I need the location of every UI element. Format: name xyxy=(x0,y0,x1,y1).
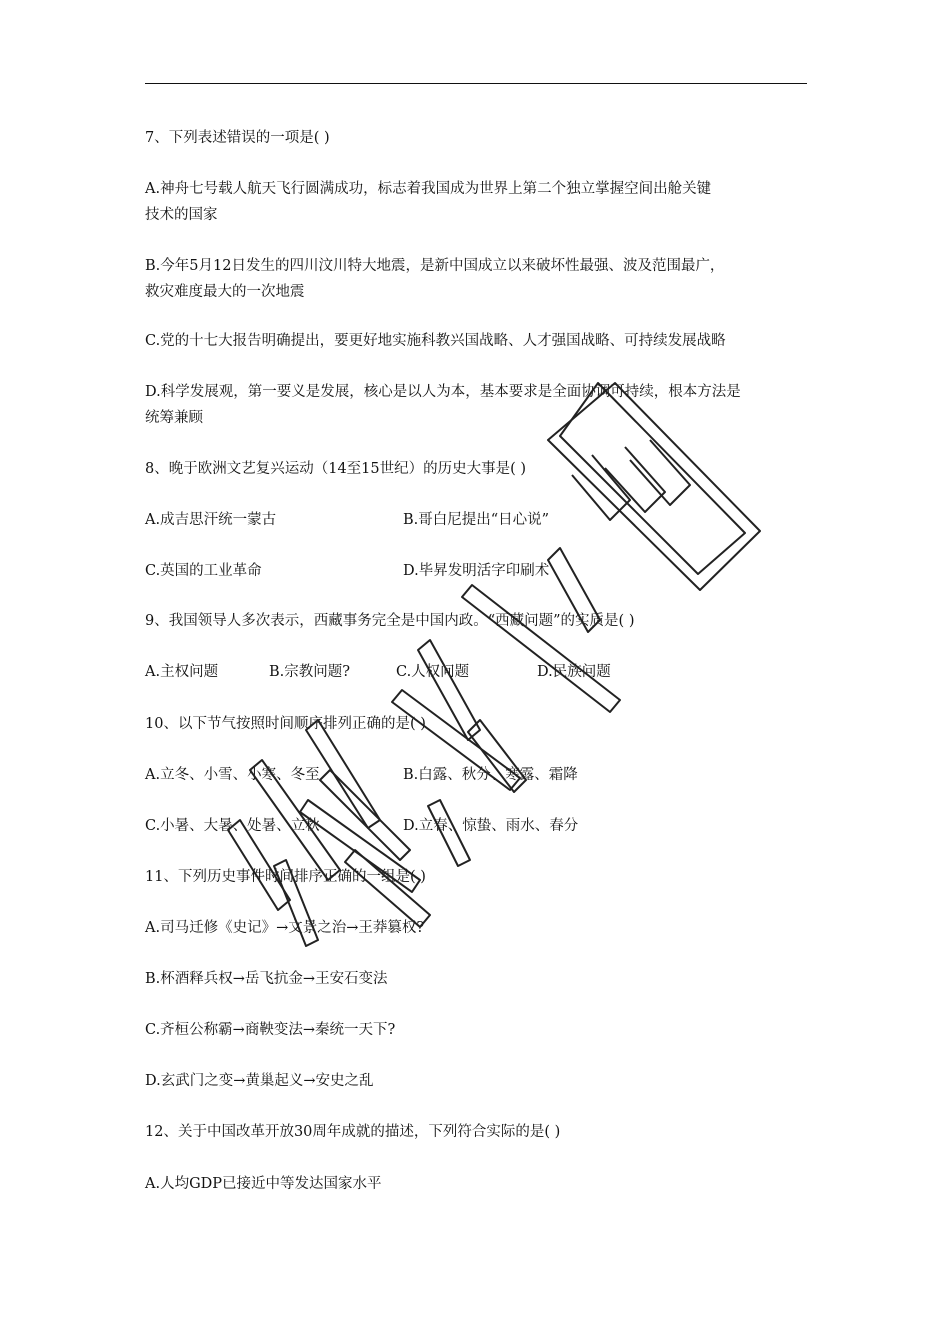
question-7-option-a-cont: 技术的国家 xyxy=(145,207,218,223)
question-8-option-b: B.哥白尼提出“日心说” xyxy=(403,512,550,528)
question-8-stem: 8、晚于欧洲文艺复兴运动（14至15世纪）的历史大事是( ) xyxy=(145,461,527,477)
question-11-stem: 11、下列历史事件时间排序正确的一组是( ) xyxy=(145,869,426,885)
question-8-option-a: A.成吉思汗统一蒙古 xyxy=(145,512,277,528)
question-10-option-d: D.立春、惊蛰、雨水、春分 xyxy=(403,818,579,834)
question-10-stem: 10、以下节气按照时间顺序排列正确的是( ) xyxy=(145,716,426,732)
question-10-option-a: A.立冬、小雪、小寒、冬至 xyxy=(145,767,320,783)
question-8-option-c: C.英国的工业革命 xyxy=(145,563,262,579)
question-7-option-c: C.党的十七大报告明确提出，要更好地实施科教兴国战略、人才强国战略、可持续发展战略 xyxy=(145,333,726,349)
question-12-option-a: A.人均GDP已接近中等发达国家水平 xyxy=(145,1176,382,1192)
question-10-option-b: B.白露、秋分、寒露、霜降 xyxy=(403,767,578,783)
question-10-option-c: C.小暑、大暑、处暑、立秋 xyxy=(145,818,320,834)
question-11-option-c: C.齐桓公称霸→商鞅变法→秦统一天下? xyxy=(145,1022,396,1038)
question-7-stem: 7、下列表述错误的一项是( ) xyxy=(145,130,330,146)
question-8-option-d: D.毕昇发明活字印刷术 xyxy=(403,563,550,579)
question-7-option-b-cont: 救灾难度最大的一次地震 xyxy=(145,284,305,300)
question-9-option-c: C.人权问题 xyxy=(396,664,470,680)
question-7-option-d-cont: 统筹兼顾 xyxy=(145,410,203,426)
question-11-option-b: B.杯酒释兵权→岳飞抗金→王安石变法 xyxy=(145,971,388,987)
question-12-stem: 12、关于中国改革开放30周年成就的描述，下列符合实际的是( ) xyxy=(145,1124,561,1140)
question-9-option-a: A.主权问题 xyxy=(145,664,219,680)
header-rule xyxy=(145,83,807,84)
question-9-stem: 9、我国领导人多次表示，西藏事务完全是中国内政。“西藏问题”的实质是( ) xyxy=(145,613,635,629)
question-7-option-d: D.科学发展观，第一要义是发展，核心是以人为本，基本要求是全面协调可持续，根本方法是 xyxy=(145,384,741,400)
question-9-option-d: D.民族问题 xyxy=(537,664,611,680)
question-7-option-a: A.神舟七号载人航天飞行圆满成功，标志着我国成为世界上第二个独立掌握空间出舱关键 xyxy=(145,181,712,197)
question-9-option-b: B.宗教问题? xyxy=(269,664,351,680)
question-7-option-b: B.今年5月12日发生的四川汶川特大地震，是新中国成立以来破坏性最强、波及范围最广， xyxy=(145,258,725,274)
question-11-option-d: D.玄武门之变→黄巢起义→安史之乱 xyxy=(145,1073,374,1089)
question-11-option-a: A.司马迁修《史记》→文景之治→王莽篡权? xyxy=(145,920,425,936)
